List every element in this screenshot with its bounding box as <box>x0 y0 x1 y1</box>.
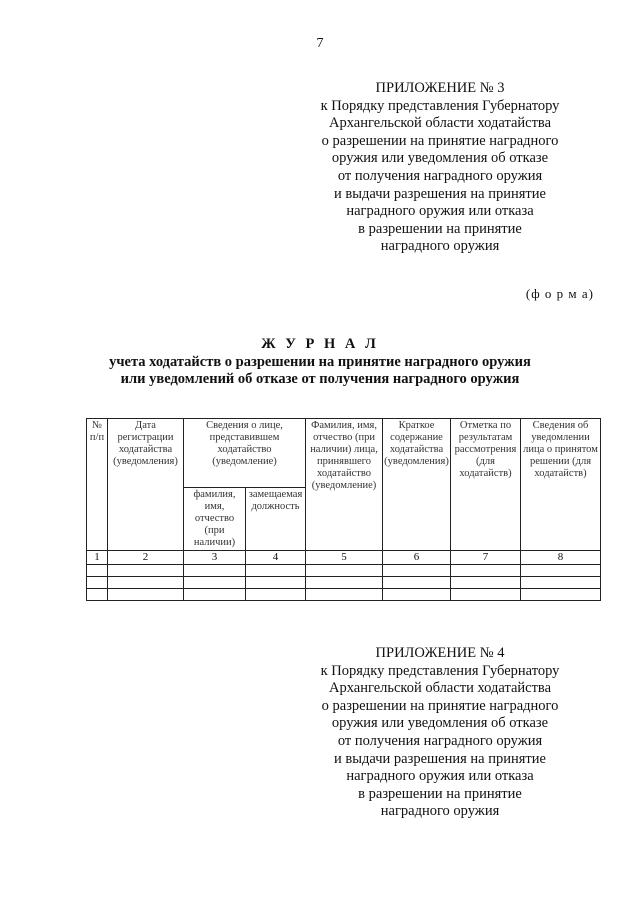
appendix-4-header <box>300 645 580 821</box>
blank-cell <box>246 577 306 589</box>
page-number: 7 <box>316 36 324 51</box>
appendix-line: от получения наградного оружия <box>337 732 543 749</box>
appendix-line: Архангельской области ходатайства <box>328 115 552 132</box>
blank-cell <box>383 565 451 577</box>
column-number: 5 <box>306 551 383 565</box>
appendix-line: к Порядку представления Губернатору <box>320 97 560 114</box>
blank-cell <box>246 565 306 577</box>
appendix-line: о разрешении на принятие наградного <box>321 697 559 714</box>
blank-cell <box>184 577 246 589</box>
blank-cell <box>383 577 451 589</box>
blank-cell <box>451 577 521 589</box>
column-number: 6 <box>383 551 451 565</box>
appendix-line: наградного оружия или отказа <box>346 768 534 785</box>
column-number: 1 <box>87 551 108 565</box>
column-number: 3 <box>184 551 246 565</box>
blank-cell <box>521 589 601 601</box>
appendix-line: наградного оружия <box>380 803 500 820</box>
appendix-3-header <box>300 80 580 256</box>
blank-cell <box>246 589 306 601</box>
blank-cell <box>108 589 184 601</box>
appendix-line: и выдачи разрешения на принятие <box>334 185 546 202</box>
blank-cell <box>184 565 246 577</box>
blank-cell <box>87 577 108 589</box>
blank-cell <box>306 565 383 577</box>
blank-cell <box>521 565 601 577</box>
blank-row <box>87 565 601 577</box>
journal-subtitle-line: или уведомлений об отказе от получения наградного оружия <box>120 371 520 387</box>
blank-row <box>87 577 601 589</box>
blank-cell <box>184 589 246 601</box>
appendix-line: оружия или уведомления об отказе <box>331 150 549 167</box>
header-summary: Краткое содержание ходатайства (уведомления) <box>383 419 451 551</box>
journal-subtitle <box>0 354 640 388</box>
blank-cell <box>521 577 601 589</box>
blank-cell <box>383 589 451 601</box>
blank-cell <box>108 577 184 589</box>
appendix-line: в разрешении на принятие <box>358 220 522 237</box>
header-date: Дата регистрации ходатайства (уведомления) <box>108 419 184 551</box>
form-label: (ф о р м а) <box>525 286 594 301</box>
column-numbers-row <box>87 551 601 565</box>
blank-cell <box>87 565 108 577</box>
appendix-line: к Порядку представления Губернатору <box>320 662 560 679</box>
journal-table <box>86 418 601 601</box>
column-number: 8 <box>521 551 601 565</box>
header-receiver: Фамилия, имя, отчество (при наличии) лица, принявшего ходатайство (уведомление) <box>306 419 383 551</box>
blank-cell <box>451 565 521 577</box>
journal-title: Ж У Р Н А Л <box>261 336 379 352</box>
appendix-line: от получения наградного оружия <box>337 167 543 184</box>
appendix-line: в разрешении на принятие <box>358 785 522 802</box>
appendix-line: Архангельской области ходатайства <box>328 680 552 697</box>
appendix-line: и выдачи разрешения на принятие <box>334 750 546 767</box>
column-number: 2 <box>108 551 184 565</box>
appendix-line: оружия или уведомления об отказе <box>331 715 549 732</box>
blank-cell <box>306 589 383 601</box>
header-person-name: фамилия, имя, отчество (при наличии) <box>184 488 246 551</box>
header-decision-info: Сведения об уведомлении лица о принятом решении (для ходатайств) <box>521 419 601 551</box>
blank-cell <box>87 589 108 601</box>
header-person-info: Сведения о лице, представившем ходатайство (уведомление) <box>184 419 306 488</box>
blank-cell <box>306 577 383 589</box>
blank-cell <box>108 565 184 577</box>
appendix-title: ПРИЛОЖЕНИЕ № 4 <box>375 645 505 661</box>
header-person-position: замещаемая должность <box>246 488 306 551</box>
appendix-line: о разрешении на принятие наградного <box>321 132 559 149</box>
blank-cell <box>451 589 521 601</box>
journal-subtitle-line: учета ходатайств о разрешении на принятие наградного оружия <box>109 354 531 370</box>
header-number: № п/п <box>87 419 108 551</box>
appendix-title: ПРИЛОЖЕНИЕ № 3 <box>375 80 505 96</box>
blank-row <box>87 589 601 601</box>
column-number: 7 <box>451 551 521 565</box>
header-review-mark: Отметка по результатам рассмотрения (для ходатайств) <box>451 419 521 551</box>
appendix-line: наградного оружия или отказа <box>346 203 534 220</box>
appendix-line: наградного оружия <box>380 238 500 255</box>
column-number: 4 <box>246 551 306 565</box>
